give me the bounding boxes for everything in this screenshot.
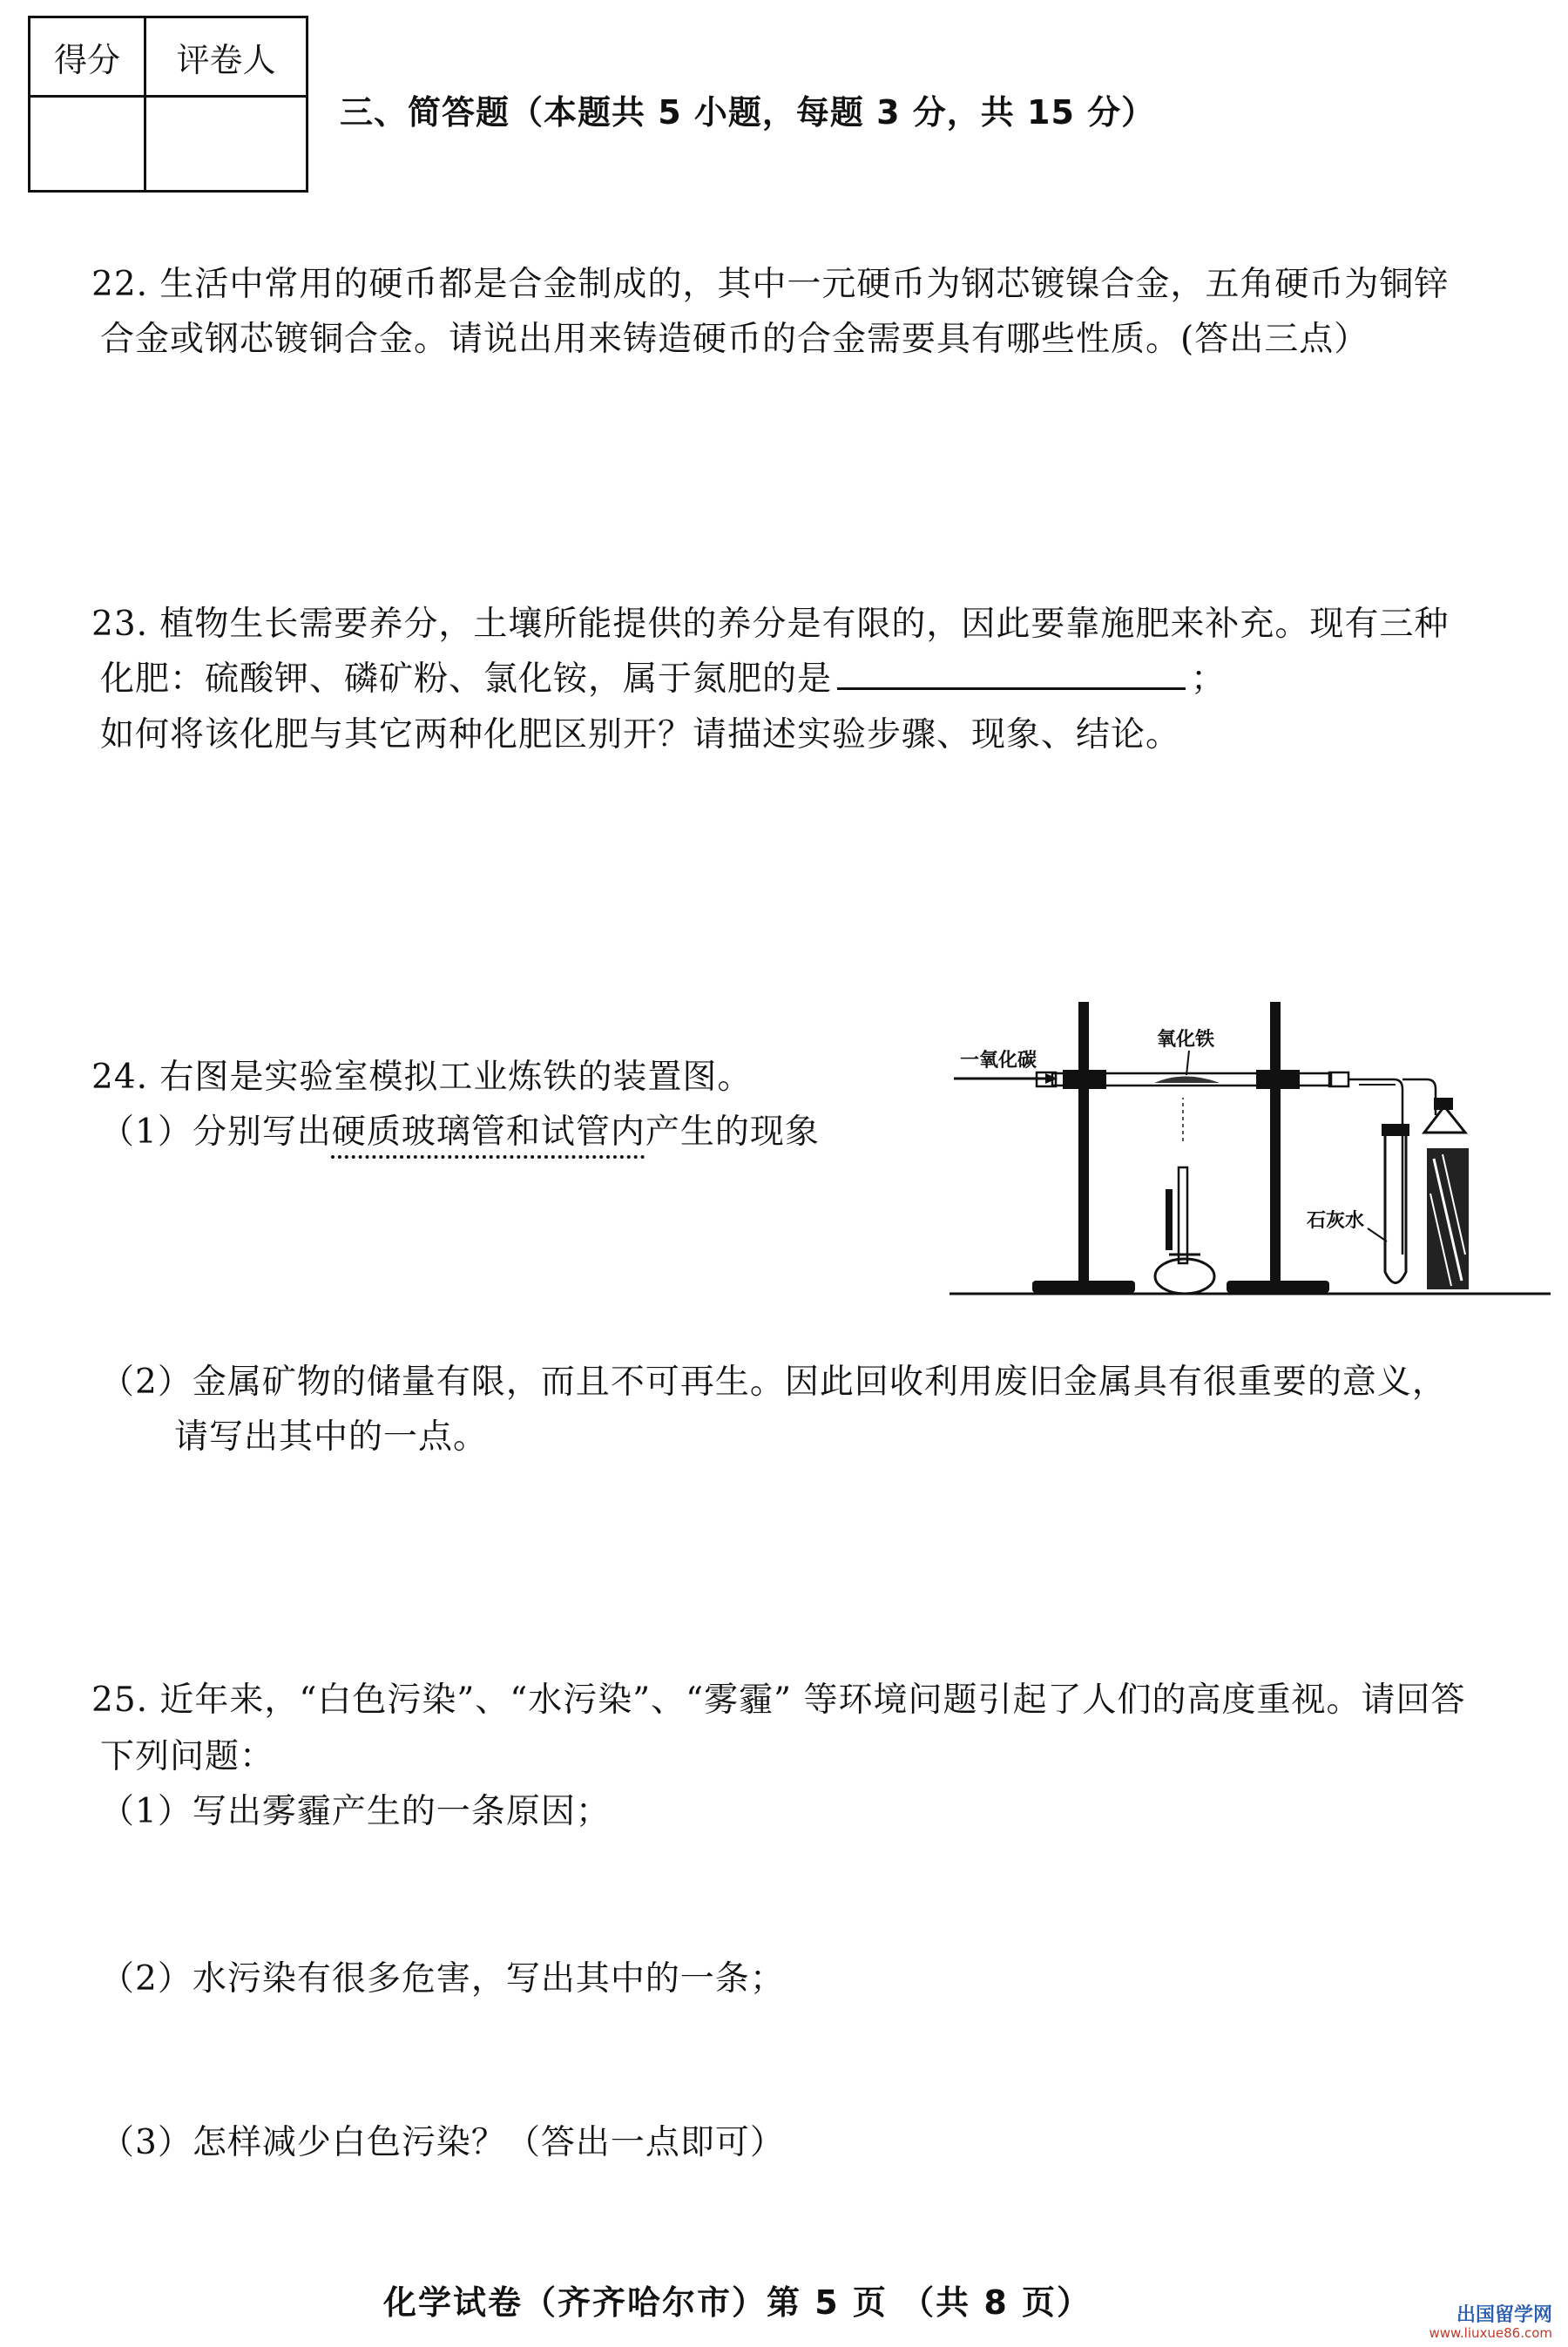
q23-line2-text: 化肥：硫酸钾、磷矿粉、氯化铵，属于氮肥的是 — [100, 659, 833, 699]
q23-line2 — [100, 652, 1226, 700]
apparatus-diagram — [950, 993, 1551, 1302]
q23-line3: 如何将该化肥与其它两种化肥区别开？请描述实验步骤、现象、结论。 — [100, 715, 1181, 754]
q25-part1: （1）写出雾霾产生的一条原因； — [100, 1792, 611, 1831]
watermark-url: www.liuxue86.com — [1429, 2325, 1552, 2341]
q24-intro: 24. 右图是实验室模拟工业炼铁的装置图。 — [91, 1058, 753, 1097]
section-title: 三、简答题（本题共 5 小题，每题 3 分，共 15 分） — [340, 93, 1156, 132]
q24-part2-line1: （2）金属矿物的储量有限，而且不可再生。因此回收利用废旧金属具有很重要的意义， — [100, 1363, 1447, 1402]
q24-part2-line2: 请写出其中的一点。 — [174, 1417, 489, 1457]
q23-line1: 23. 植物生长需要养分，土壤所能提供的养分是有限的，因此要靠施肥来补充。现有三种 — [91, 605, 1450, 644]
q24-part1 — [100, 1105, 820, 1153]
q24-part1-suffix: 产生的现象 — [645, 1113, 820, 1152]
q24-part1-emphasis: 硬质玻璃管和试管内 — [331, 1113, 645, 1152]
q23-line2-suffix: ； — [1191, 659, 1227, 699]
page-footer: 化学试卷（齐齐哈尔市）第 5 页 （共 8 页） — [383, 2283, 1092, 2322]
score-label: 得分 — [30, 17, 145, 97]
grader-label: 评卷人 — [145, 17, 308, 97]
score-cell — [30, 97, 145, 192]
grader-cell — [145, 97, 308, 192]
q25-line1: 25. 近年来，“白色污染”、“水污染”、“雾霾” 等环境问题引起了人们的高度重视。请回答 — [91, 1681, 1466, 1720]
score-box — [28, 16, 308, 193]
q25-part2: （2）水污染有很多危害，写出其中的一条； — [100, 1959, 785, 1999]
ironmaking-apparatus-figure — [950, 993, 1551, 1302]
label-limewater: 石灰水 — [1307, 1210, 1365, 1232]
q22-line1: 22. 生活中常用的硬币都是合金制成的，其中一元硬币为钢芯镀镍合金，五角硬币为铜锌 — [91, 265, 1450, 304]
label-carbon-monoxide: 一氧化碳 — [960, 1050, 1037, 1072]
q24-part1-prefix: （1）分别写出 — [100, 1113, 332, 1152]
answer-blank[interactable] — [837, 661, 1186, 690]
q25-part3: （3）怎样减少白色污染？（答出一点即可） — [100, 2123, 785, 2162]
watermark-logo — [1429, 2305, 1552, 2340]
q22-line2: 合金或钢芯镀铜合金。请说出用来铸造硬币的合金需要具有哪些性质。(答出三点） — [100, 320, 1369, 359]
label-iron-oxide: 氧化铁 — [1157, 1029, 1215, 1051]
q25-line2: 下列问题： — [100, 1737, 275, 1776]
watermark-name: 出国留学网 — [1456, 2304, 1552, 2326]
